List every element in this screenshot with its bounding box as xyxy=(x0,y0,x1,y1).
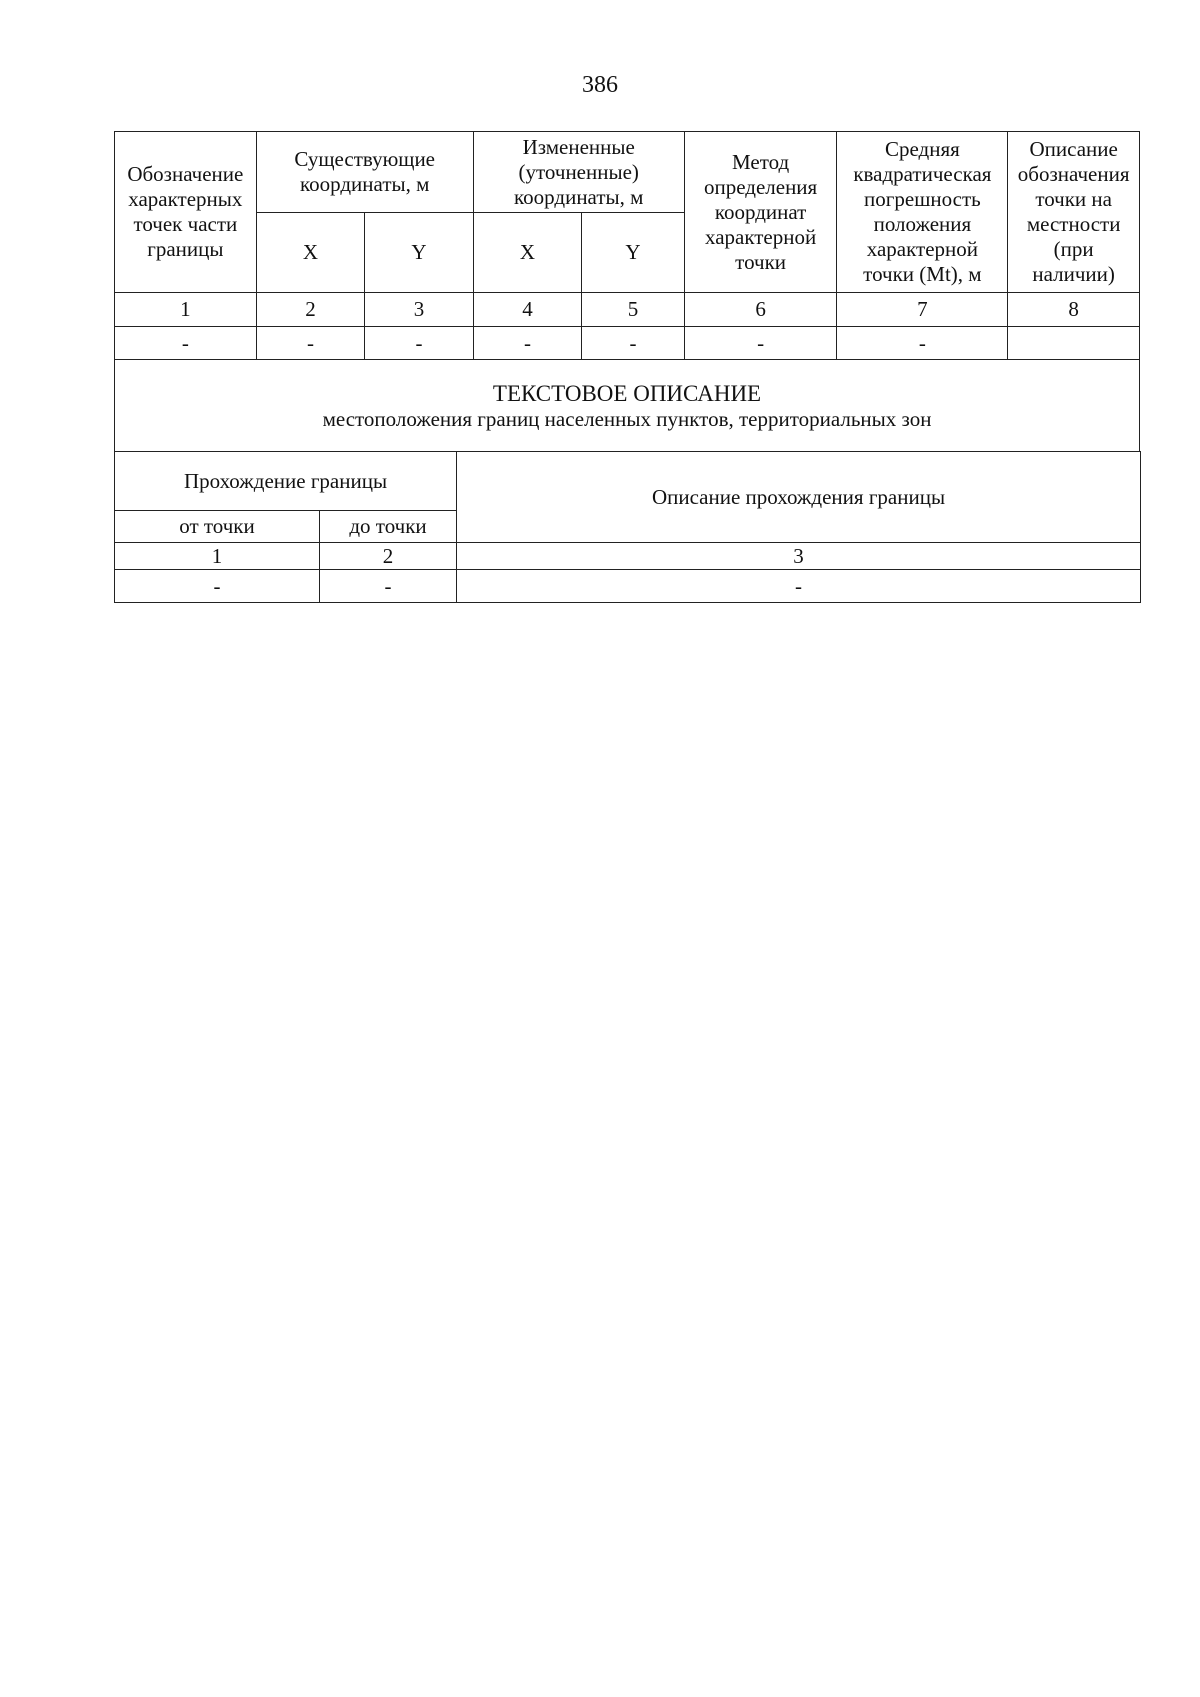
text-description-subtitle: местоположения границ населенных пунктов, территориальных зон xyxy=(322,406,932,431)
header-method: Метод определения координат характерной точки xyxy=(684,132,837,293)
text-description-cell xyxy=(115,360,1140,452)
column-number: 2 xyxy=(256,293,365,327)
table-cell: - xyxy=(582,327,685,360)
passage-header-row-top xyxy=(115,452,1141,511)
column-number: 7 xyxy=(837,293,1008,327)
header-designation: Обозначение характерных точек части границы xyxy=(115,132,257,293)
table-cell: - xyxy=(115,570,320,603)
header-changed-x: X xyxy=(473,213,582,293)
column-number: 3 xyxy=(365,293,474,327)
table-cell: - xyxy=(457,570,1141,603)
header-existing-y: Y xyxy=(365,213,474,293)
coordinates-table xyxy=(114,131,1140,452)
table-cell: - xyxy=(320,570,457,603)
header-existing-coordinates: Существующие координаты, м xyxy=(256,132,473,213)
column-number: 4 xyxy=(473,293,582,327)
header-marking-description: Описание обозначения точки на местности (при наличии) xyxy=(1008,132,1140,293)
page-number: 386 xyxy=(582,72,618,98)
table-cell: - xyxy=(365,327,474,360)
column-number: 1 xyxy=(115,293,257,327)
table-cell: - xyxy=(473,327,582,360)
header-changed-y: Y xyxy=(582,213,685,293)
column-number-row xyxy=(115,293,1140,327)
header-mean-error: Средняя квадратическая погрешность положения характерной точки (Mt), м xyxy=(837,132,1008,293)
text-description-title: ТЕКСТОВОЕ ОПИСАНИЕ xyxy=(492,380,762,406)
column-number: 1 xyxy=(115,543,320,570)
column-number-row xyxy=(115,543,1141,570)
column-number: 2 xyxy=(320,543,457,570)
table-row xyxy=(115,327,1140,360)
header-existing-x: X xyxy=(256,213,365,293)
column-number: 8 xyxy=(1008,293,1140,327)
header-changed-coordinates: Измененные (уточненные) координаты, м xyxy=(473,132,684,213)
header-from-point: от точки xyxy=(115,511,320,543)
table-cell: - xyxy=(837,327,1008,360)
column-number: 5 xyxy=(582,293,685,327)
column-number: 6 xyxy=(684,293,837,327)
table-cell: - xyxy=(684,327,837,360)
table-cell: - xyxy=(115,327,257,360)
header-row-top xyxy=(115,132,1140,213)
boundary-passage-table xyxy=(114,451,1141,603)
table-cell: - xyxy=(256,327,365,360)
text-description-row xyxy=(115,360,1140,452)
header-passage-description: Описание прохождения границы xyxy=(457,452,1141,543)
header-boundary-passage: Прохождение границы xyxy=(115,452,457,511)
column-number: 3 xyxy=(457,543,1141,570)
table-cell xyxy=(1008,327,1140,360)
table-row xyxy=(115,570,1141,603)
header-to-point: до точки xyxy=(320,511,457,543)
